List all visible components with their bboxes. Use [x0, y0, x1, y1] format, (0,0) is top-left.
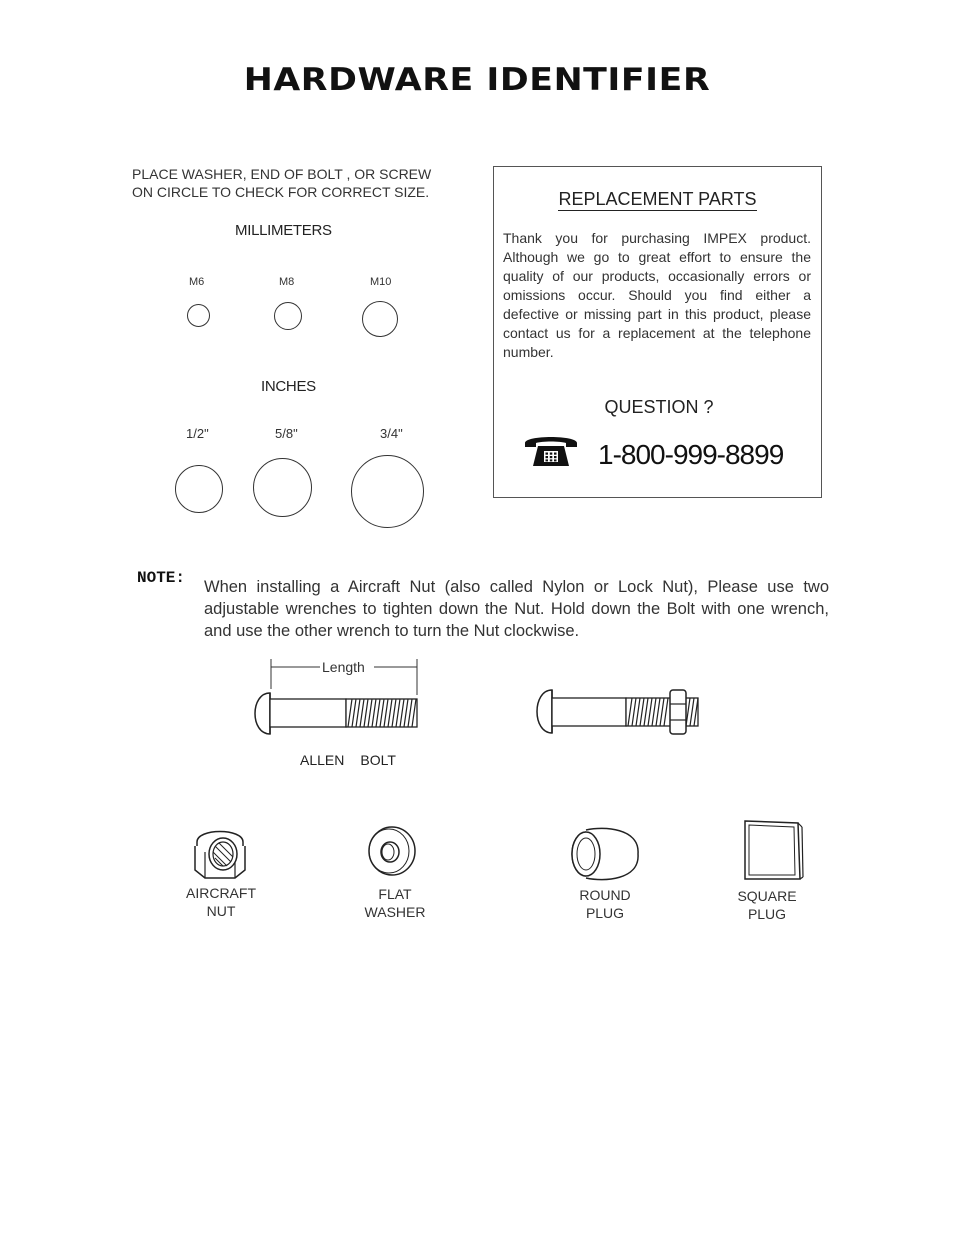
note-text: When installing a Aircraft Nut (also called Nylon or Lock Nut), Please use two adjustable wrenches to tighten down the Nut. Hold down the Bolt with one wrench, and use the other wrench to turn the Nut clockwise.: [204, 578, 829, 640]
size-circle-half-inch: [175, 465, 223, 513]
size-circle-three-quarter-inch: [351, 455, 424, 528]
instruction-line-1: PLACE WASHER, END OF BOLT , OR SCREW: [132, 166, 432, 182]
round-plug-label: ROUND PLUG: [579, 887, 631, 921]
instruction-line-2: ON CIRCLE TO CHECK FOR CORRECT SIZE.: [132, 184, 430, 200]
size-circle-m10: [362, 301, 398, 337]
length-label: Length: [322, 659, 365, 675]
telephone-icon: [522, 432, 580, 470]
size-circle-m8: [274, 302, 302, 330]
replacement-parts-box: [493, 166, 822, 498]
size-label-m10: M10: [370, 276, 392, 288]
flat-washer-icon: [366, 824, 418, 876]
phone-number: 1-800-999-8899: [598, 439, 784, 470]
size-label-m8: M8: [279, 276, 295, 288]
sizing-instructions: [132, 165, 452, 201]
size-label-five-eighths-inch: 5/8": [275, 426, 298, 441]
note-label: NOTE:: [137, 569, 186, 587]
square-plug-icon: [740, 817, 806, 887]
question-heading: QUESTION ?: [604, 397, 714, 417]
size-label-half-inch: 1/2": [186, 426, 209, 441]
allen-bolt-label: [300, 752, 396, 768]
size-circle-five-eighths-inch: [253, 458, 312, 517]
square-plug-label: SQUARE PLUG: [737, 888, 797, 922]
aircraft-nut-label: AIRCRAFT NUT: [186, 885, 256, 919]
replacement-parts-heading: REPLACEMENT PARTS: [558, 189, 757, 209]
round-plug-icon: [568, 824, 640, 884]
page-title: HARDWARE IDENTIFIER: [243, 62, 711, 98]
size-label-m6: M6: [189, 276, 205, 288]
flat-washer-label: FLAT WASHER: [364, 886, 426, 920]
millimeters-heading: MILLIMETERS: [235, 222, 332, 239]
size-label-three-quarter-inch: 3/4": [380, 426, 403, 441]
inches-heading: INCHES: [261, 378, 316, 395]
bolt-with-nut-illustration: [530, 685, 710, 745]
bolt-label: BOLT: [360, 752, 396, 768]
allen-label: ALLEN: [300, 752, 345, 768]
size-circle-m6: [187, 304, 210, 327]
replacement-parts-body: Thank you for purchasing IMPEX product. Although we go to great effort to ensure the quality of our products, occasionally errors or omissions occur. Should you find either a defective or missing part in this product, please contact us for a replacement at the telephone number.: [503, 230, 811, 360]
aircraft-nut-icon: [191, 822, 249, 882]
